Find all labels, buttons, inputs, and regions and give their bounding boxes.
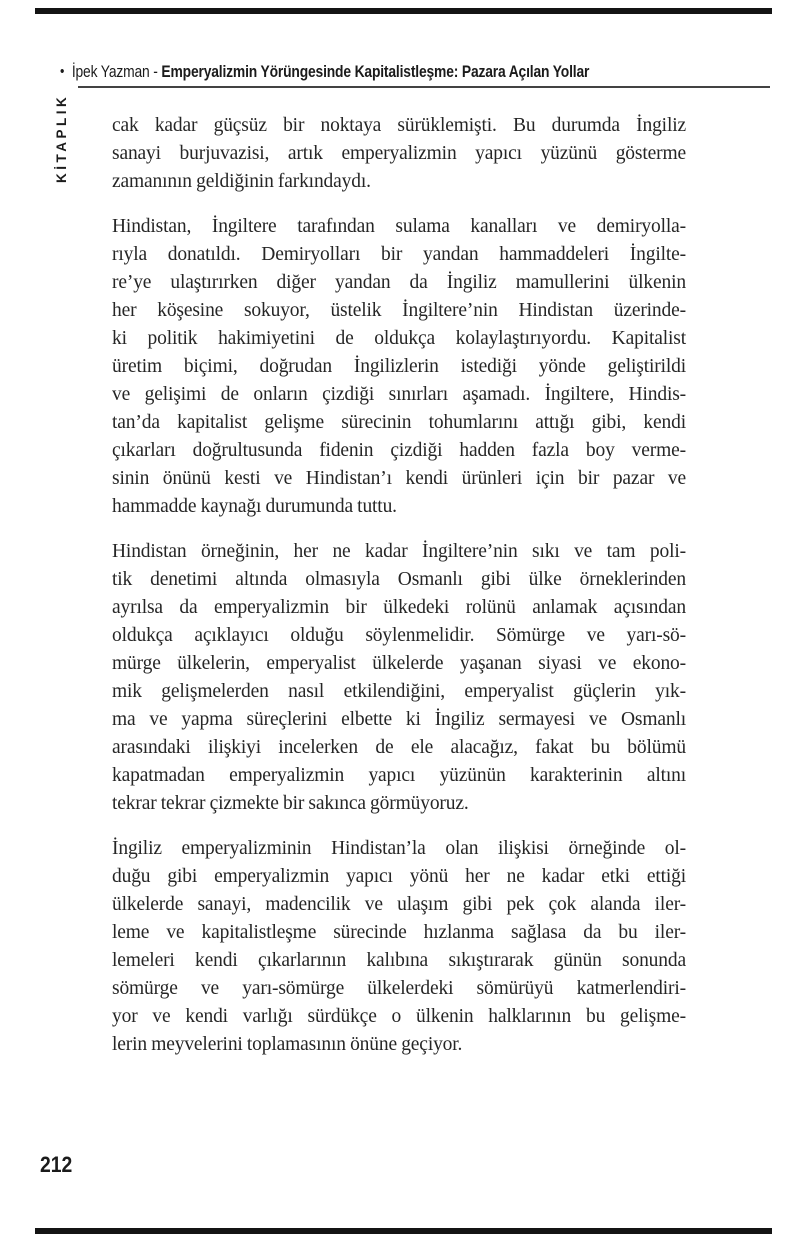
text-line: ki politik hakimiyetini de oldukça kolaylaştırıyordu. Kapitalist	[112, 328, 686, 349]
text-line: cak kadar güçsüz bir noktaya sürüklemişti. Bu durumda İngiliz	[112, 115, 686, 136]
text-line: tekrar tekrar çizmekte bir sakınca görmüyoruz.	[112, 793, 469, 814]
text-line: lemeleri kendi çıkarlarının kalıbına sıkıştırarak günün sonunda	[112, 950, 686, 971]
text-line: her köşesine sokuyor, üstelik İngiltere’nin Hindistan üzerinde-	[112, 300, 686, 321]
text-line: lerin meyvelerini toplamasının önüne geçiyor.	[112, 1034, 463, 1055]
text-line: duğu gibi emperyalizmin yapıcı yönü her ne kadar etki ettiği	[112, 866, 686, 887]
header-bullet-icon: •	[60, 63, 65, 80]
text-line: arasındaki ilişkiyi incelerken de ele alacağız, fakat bu bölümü	[112, 737, 686, 758]
paragraph	[112, 835, 686, 1059]
header-author: İpek Yazman	[71, 63, 150, 81]
series-label-vertical: KİTAPLIK	[54, 93, 69, 183]
page-top-edge	[35, 8, 772, 14]
text-line: sömürge ve yarı-sömürge ülkelerdeki sömürüyü katmerlendiri-	[112, 978, 686, 999]
text-line: oldukça açıklayıcı olduğu söylenmelidir. Sömürge ve yarı-sö-	[112, 625, 686, 646]
text-line: rıyla donatıldı. Demiryolları bir yandan hammaddeleri İngilte-	[112, 244, 686, 265]
text-line: leme ve kapitalistleşme sürecinde hızlanma sağlasa da bu iler-	[112, 922, 686, 943]
header-rule	[78, 86, 770, 88]
text-line: mik gelişmelerden nasıl etkilendiğini, emperyalist güçlerin yık-	[112, 681, 686, 702]
text-line: re’ye ulaştırırken diğer yandan da İngiliz mamullerini ülkenin	[112, 272, 686, 293]
text-line: ülkelerde sanayi, madencilik ve ulaşım gibi pek çok alanda iler-	[112, 894, 686, 915]
text-line: Hindistan örneğinin, her ne kadar İngiltere’nin sıkı ve tam poli-	[112, 541, 686, 562]
text-line: ve gelişimi de onların çizdiği sınırları aşamadı. İngiltere, Hindis-	[112, 384, 686, 405]
text-line: kapatmadan emperyalizmin yapıcı yüzünün karakterinin altını	[112, 765, 686, 786]
text-line: sanayi burjuvazisi, artık emperyalizmin yapıcı yüzünü gösterme	[112, 143, 686, 164]
text-line: sinin önünü kesti ve Hindistan’ı kendi ürünleri için bir pazar ve	[112, 468, 686, 489]
text-line: zamanının geldiğinin farkındaydı.	[112, 171, 371, 192]
text-line: yor ve kendi varlığı sürdükçe o ülkenin halklarının bu gelişme-	[112, 1006, 686, 1027]
text-line: üretim biçimi, doğrudan İngilizlerin istediği yönde geliştirildi	[112, 356, 686, 377]
text-line: tan’da kapitalist gelişme sürecinin tohumlarını attığı gibi, kendi	[112, 412, 686, 433]
running-header	[60, 62, 589, 83]
header-book-title: Emperyalizmin Yörüngesinde Kapitalistleşme: Pazara Açılan Yollar	[161, 63, 590, 81]
text-line: Hindistan, İngiltere tarafından sulama kanalları ve demiryolla-	[112, 216, 686, 237]
text-line: hammadde kaynağı durumunda tuttu.	[112, 496, 397, 517]
text-line: mürge ülkelerin, emperyalist ülkelerde yaşanan siyasi ve ekono-	[112, 653, 686, 674]
text-line: tik denetimi altında olmasıyla Osmanlı gibi ülke örneklerinden	[112, 569, 686, 590]
text-line: ma ve yapma süreçlerini elbette ki İngiliz sermayesi ve Osmanlı	[112, 709, 686, 730]
page-number: 212	[40, 1152, 73, 1177]
text-line: ayrılsa da emperyalizmin bir ülkedeki rolünü anlamak açısından	[112, 597, 686, 618]
paragraph	[112, 213, 686, 521]
paragraph	[112, 112, 686, 196]
text-line: çıkarları doğrultusunda fidenin çizdiği hadden fazla boy verme-	[112, 440, 686, 461]
body-text	[112, 112, 686, 1076]
text-line: İngiliz emperyalizminin Hindistan’la olan ilişkisi örneğinde ol-	[112, 838, 686, 859]
paragraph	[112, 538, 686, 818]
header-separator: -	[149, 63, 162, 81]
page-bottom-edge	[35, 1228, 772, 1234]
